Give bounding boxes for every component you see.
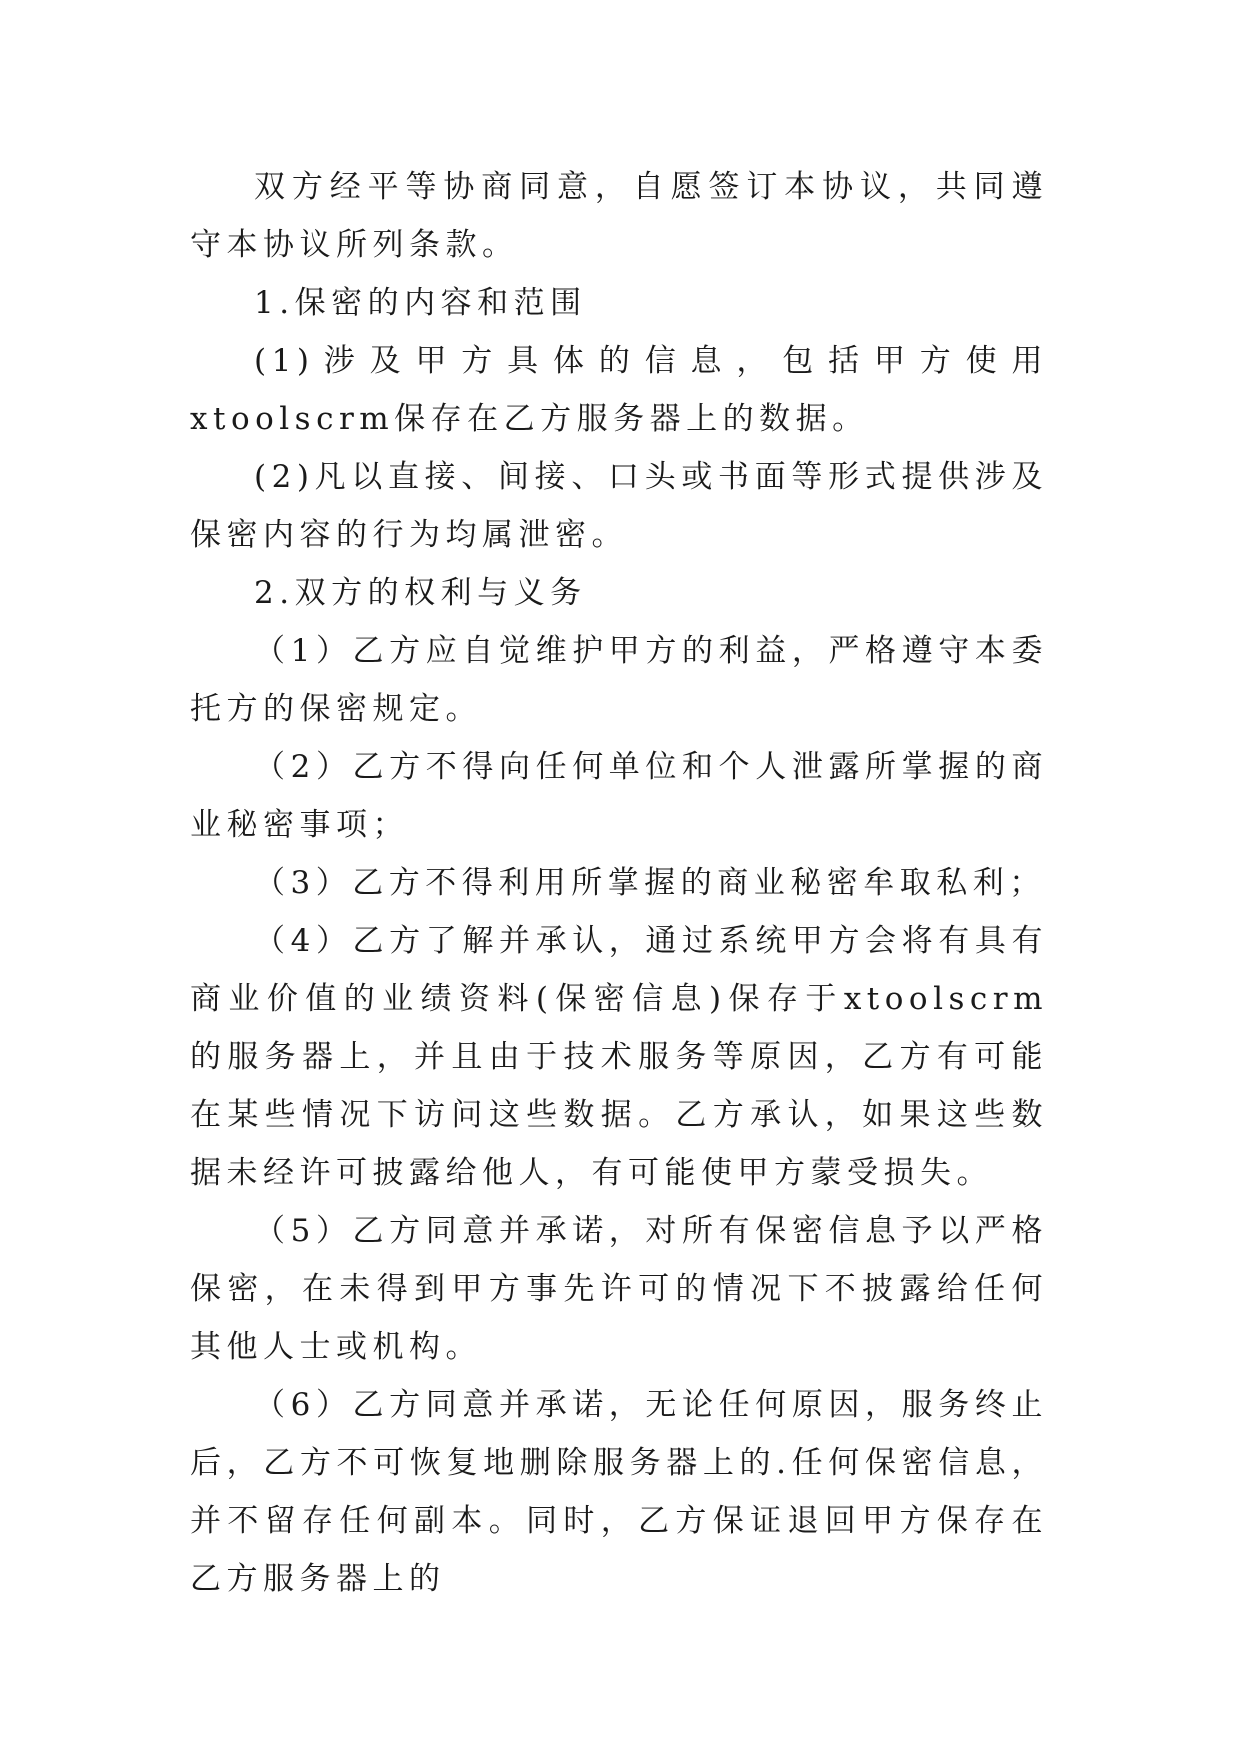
section-heading-1: 1.保密的内容和范围 bbox=[254, 285, 587, 321]
section-heading-2: 2.双方的权利与义务 bbox=[254, 575, 587, 611]
paragraph-1-2: (2)凡以直接、间接、口头或书面等形式提供涉及保密内容的行为均属泄密。 bbox=[190, 459, 1048, 553]
paragraph-2-3: （3）乙方不得利用所掌握的商业秘密牟取私利； bbox=[254, 865, 1046, 901]
paragraph-2-2: （2）乙方不得向任何单位和个人泄露所掌握的商业秘密事项； bbox=[190, 749, 1048, 843]
document-body bbox=[190, 158, 1048, 1608]
paragraph-2-6: （6）乙方同意并承诺，无论任何原因，服务终止后，乙方不可恢复地删除服务器上的.任何保密信息，并不留存任何副本。同时，乙方保证退回甲方保存在乙方服务器上的 bbox=[190, 1387, 1048, 1597]
paragraph-2-1: （1）乙方应自觉维护甲方的利益，严格遵守本委托方的保密规定。 bbox=[190, 633, 1048, 727]
paragraph-1-1: (1)涉及甲方具体的信息，包括甲方使用xtoolscrm保存在乙方服务器上的数据。 bbox=[190, 343, 1048, 437]
paragraph-2-5: （5）乙方同意并承诺，对所有保密信息予以严格保密，在未得到甲方事先许可的情况下不披露给任何其他人士或机构。 bbox=[190, 1213, 1048, 1365]
paragraph-2-4: （4）乙方了解并承认，通过系统甲方会将有具有商业价值的业绩资料(保密信息)保存于xtoolscrm的服务器上，并且由于技术服务等原因，乙方有可能在某些情况下访问这些数据。乙方承认，如果这些数据未经许可披露给他人，有可能使甲方蒙受损失。 bbox=[190, 923, 1048, 1191]
paragraph-intro: 双方经平等协商同意，自愿签订本协议，共同遵守本协议所列条款。 bbox=[190, 169, 1048, 263]
